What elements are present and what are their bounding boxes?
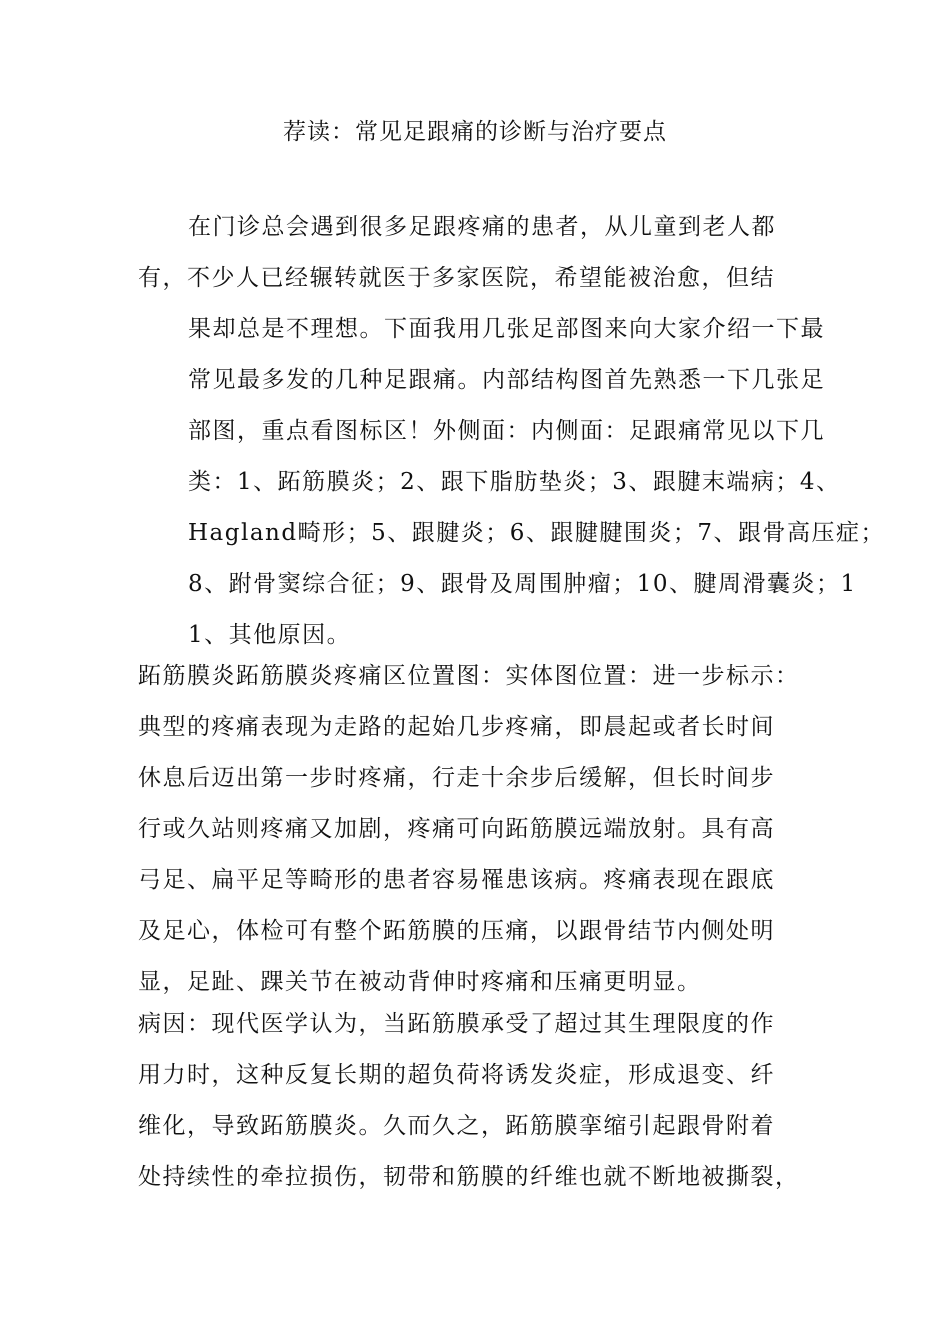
paragraph-plantar-fasciitis [138, 651, 828, 1008]
text-line: 类：1、跖筋膜炎；2、跟下脂肪垫炎；3、跟腱末端病；4、 [188, 469, 841, 495]
text-line: 1、其他原因。 [188, 622, 352, 648]
text-line: 部图，重点看图标区！外侧面：内侧面：足跟痛常见以下几 [188, 418, 825, 444]
text-line: 用力时，这种反复长期的超负荷将诱发炎症，形成退变、纤 [138, 1062, 775, 1088]
text-line: 病因：现代医学认为，当跖筋膜承受了超过其生理限度的作 [138, 1011, 775, 1037]
text-line: 8、跗骨窦综合征；9、跟骨及周围肿瘤；10、腱周滑囊炎；1 [188, 571, 857, 597]
text-line: 跖筋膜炎跖筋膜炎疼痛区位置图：实体图位置：进一步标示： [138, 663, 800, 689]
text-line: 维化，导致跖筋膜炎。久而久之，跖筋膜挛缩引起跟骨附着 [138, 1113, 775, 1139]
text-line: 典型的疼痛表现为走路的起始几步疼痛，即晨起或者长时间 [138, 714, 775, 740]
text-line: 在门诊总会遇到很多足跟疼痛的患者，从儿童到老人都 [188, 214, 776, 240]
text-line: 休息后迈出第一步时疼痛，行走十余步后缓解，但长时间步 [138, 765, 775, 791]
text-line: 显，足趾、踝关节在被动背伸时疼痛和压痛更明显。 [138, 969, 702, 995]
text-line: 有，不少人已经辗转就医于多家医院，希望能被治愈，但结 [138, 265, 775, 291]
text-line: 常见最多发的几种足跟痛。内部结构图首先熟悉一下几张足 [188, 367, 825, 393]
paragraph-etiology [138, 999, 828, 1203]
text-line: 及足心，体检可有整个跖筋膜的压痛，以跟骨结节内侧处明 [138, 918, 775, 944]
document-title: 荐读：常见足跟痛的诊断与治疗要点 [283, 119, 667, 145]
text-line: 果却总是不理想。下面我用几张足部图来向大家介绍一下最 [188, 316, 825, 342]
text-line: 行或久站则疼痛又加剧，疼痛可向跖筋膜远端放射。具有高 [138, 816, 775, 842]
paragraph-intro [138, 202, 885, 661]
text-line: 处持续性的牵拉损伤，韧带和筋膜的纤维也就不断地被撕裂， [138, 1164, 800, 1190]
text-line: Hagland畸形；5、跟腱炎；6、跟腱腱围炎；7、跟骨高压症； [188, 520, 885, 546]
text-line: 弓足、扁平足等畸形的患者容易罹患该病。疼痛表现在跟底 [138, 867, 775, 893]
